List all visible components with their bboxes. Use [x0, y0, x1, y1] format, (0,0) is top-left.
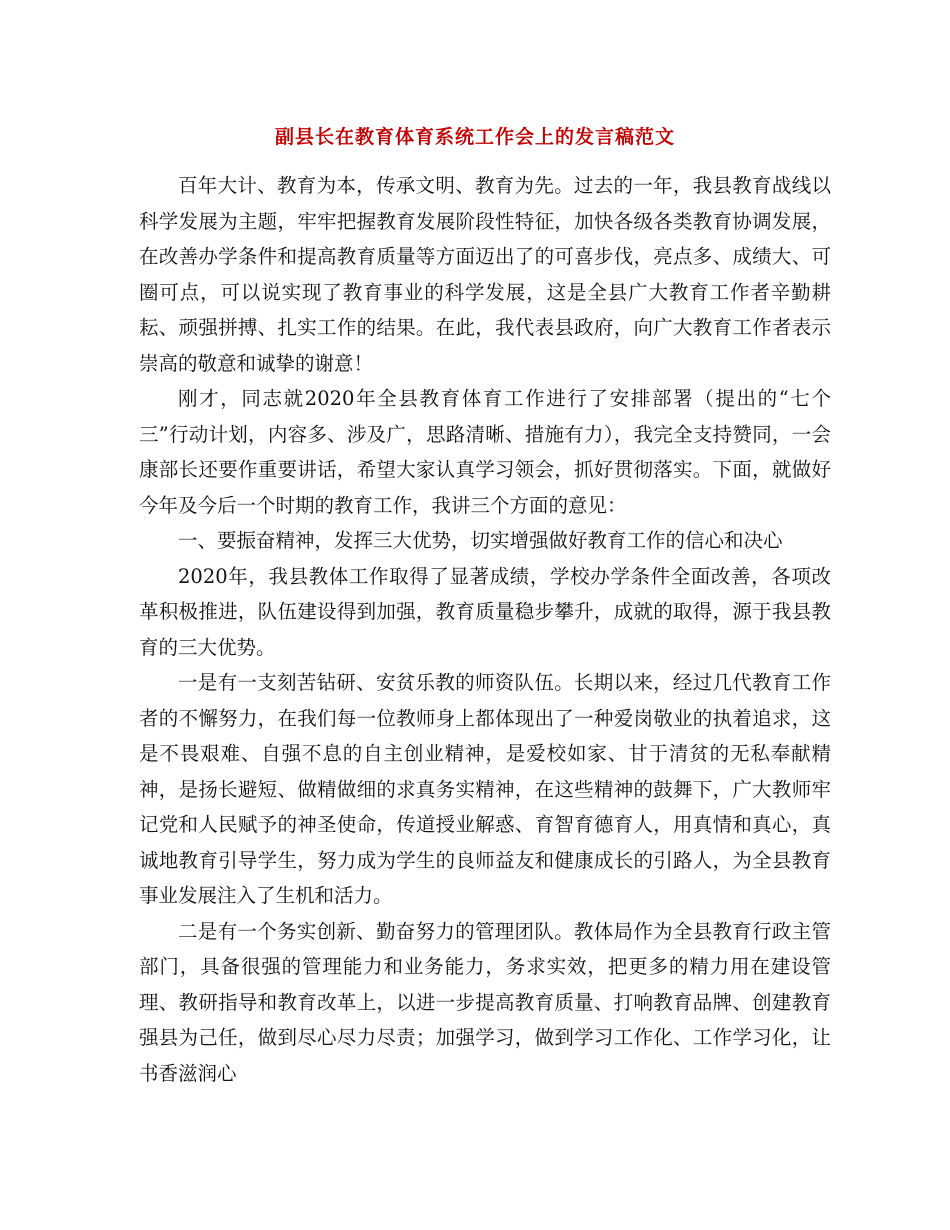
- paragraph: 刚才，同志就2020年全县教育体育工作进行了安排部署（提出的“七个三”行动计划，内容多、涉及广，思路清晰、措施有力），我完全支持赞同，一会康部长还要作重要讲话，希望大家认真学习领会，抓好贯彻落实。下面，就做好今年及今后一个时期的教育工作，我讲三个方面的意见：: [139, 387, 831, 517]
- paragraph: 2020年，我县教体工作取得了显著成绩，学校办学条件全面改善，各项改革积极推进，队伍建设得到加强，教育质量稳步攀升，成就的取得，源于我县教育的三大优势。: [139, 564, 831, 659]
- section-heading: 一、要振奋精神，发挥三大优势，切实增强做好教育工作的信心和决心: [178, 529, 783, 552]
- paragraph: 百年大计、教育为本，传承文明、教育为先。过去的一年，我县教育战线以科学发展为主题，牢牢把握教育发展阶段性特征，加快各级各类教育协调发展，在改善办学条件和提高教育质量等方面迈出了的可喜步伐，亮点多、成绩大、可圈可点，可以说实现了教育事业的科学发展，这是全县广大教育工作者辛勤耕耘、顽强拼搏、扎实工作的结果。在此，我代表县政府，向广大教育工作者表示崇高的敬意和诚挚的谢意！: [139, 174, 831, 375]
- document-body: [139, 168, 831, 1091]
- paragraph: 二是有一个务实创新、勤奋努力的管理团队。教体局作为全县教育行政主管部门，具备很强的管理能力和业务能力，务求实效，把更多的精力用在建设管理、教研指导和教育改革上，以进一步提高教育质量、打响教育品牌、创建教育强县为己任，做到尽心尽力尽责；加强学习，做到学习工作化、工作学习化，让书香滋润心: [139, 919, 831, 1085]
- paragraph: 一是有一支刻苦钻研、安贫乐教的师资队伍。长期以来，经过几代教育工作者的不懈努力，在我们每一位教师身上都体现出了一种爱岗敬业的执着追求，这是不畏艰难、自强不息的自主创业精神，是爱校如家、甘于清贫的无私奉献精神，是扬长避短、做精做细的求真务实精神，在这些精神的鼓舞下，广大教师牢记党和人民赋予的神圣使命，传道授业解惑、育智育德育人，用真情和真心，真诚地教育引导学生，努力成为学生的良师益友和健康成长的引路人，为全县教育事业发展注入了生机和活力。: [139, 671, 831, 907]
- document-title: 副县长在教育体育系统工作会上的发言稿范文: [274, 126, 675, 148]
